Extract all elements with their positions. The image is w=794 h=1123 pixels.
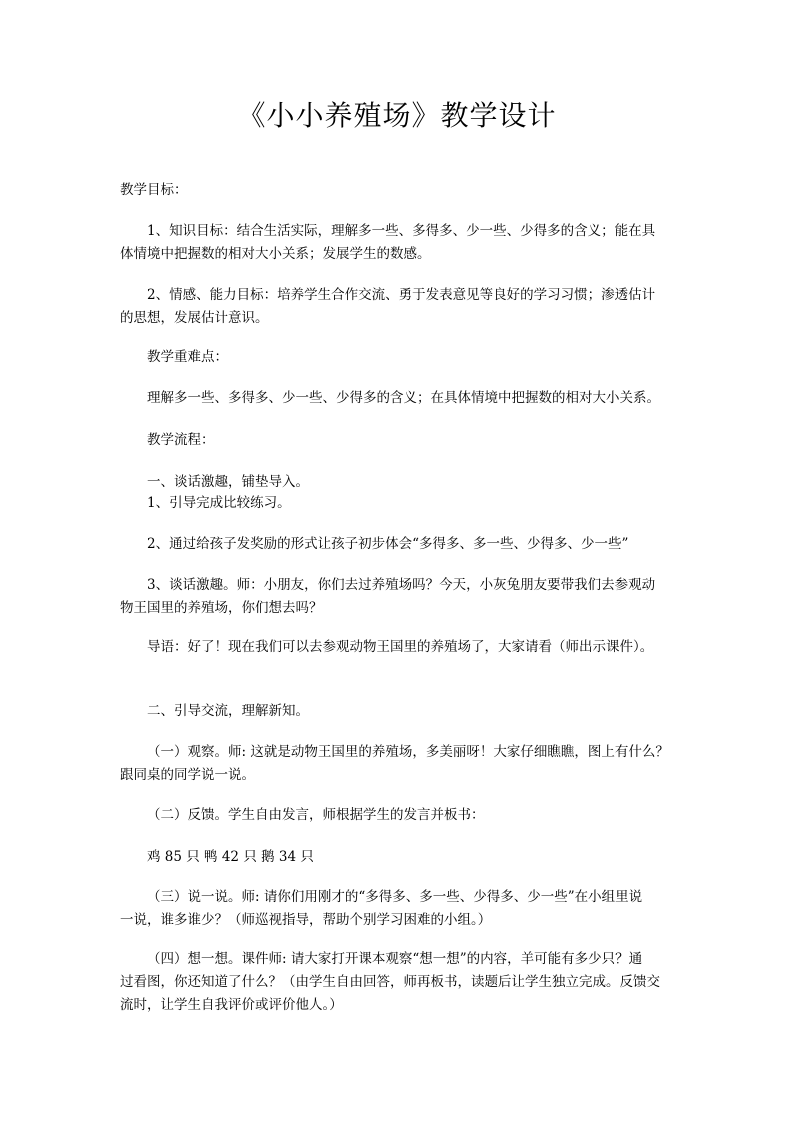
paragraph-line: 的思想，发展估计意识。: [120, 310, 269, 326]
paragraph-line: 1、引导完成比较练习。: [147, 495, 291, 511]
paragraph-line: 一说，谁多谁少？（师巡视指导，帮助个别学习困难的小组。）: [120, 912, 492, 928]
paragraph-line: （二）反馈。学生自由发言，师根据学生的发言并板书：: [147, 807, 485, 823]
paragraph-line: 物王国里的养殖场，你们想去吗？: [120, 600, 323, 616]
paragraph-line: 导语：好了！现在我们可以去参观动物王国里的养殖场了，大家请看（师出示课件）。: [147, 639, 654, 655]
paragraph-line: 过看图，你还知道了什么？（由学生自由回答，师再板书，读题后让学生独立完成。反馈交: [120, 974, 660, 990]
section-heading-objectives: 教学目标：: [120, 182, 188, 198]
paragraph-line: 跟同桌的同学说一说。: [120, 767, 255, 783]
paragraph-line: 理解多一些、多得多、少一些、少得多的含义；在具体情境中把握数的相对大小关系。: [147, 390, 660, 406]
paragraph-line: 2、情感、能力目标：培养学生合作交流、勇于发表意见等良好的学习习惯；渗透估计: [147, 287, 656, 303]
section-heading-process: 教学流程：: [147, 432, 215, 448]
paragraph-line: 3、谈话激趣。师：小朋友，你们去过养殖场吗？今天，小灰兔朋友要带我们去参观动: [147, 577, 656, 593]
paragraph-line: 流时，让学生自我评价或评价他人。）: [120, 997, 343, 1013]
section-heading-key-points: 教学重难点：: [147, 349, 228, 365]
paragraph-line: （三）说一说。师: 请你们用刚才的“多得多、多一些、少得多、少一些”在小组里说: [147, 889, 643, 905]
paragraph-line: （一）观察。师: 这就是动物王国里的养殖场，多美丽呀！大家仔细瞧瞧，图上有什么？: [147, 744, 669, 760]
paragraph-line: 1、知识目标：结合生活实际，理解多一些、多得多、少一些、少得多的含义；能在具: [147, 223, 656, 239]
paragraph-line: 一、谈话激趣，铺垫导入。: [147, 474, 309, 490]
document-title: 《小小养殖场》教学设计: [237, 99, 557, 132]
paragraph-line: 2、通过给孩子发奖励的形式让孩子初步体会“多得多、多一些、少得多、少一些”: [147, 536, 629, 552]
section-heading-part-two: 二、引导交流，理解新知。: [147, 703, 309, 719]
paragraph-line: 鸡 85 只 鸭 42 只 鹅 34 只: [147, 849, 314, 865]
paragraph-line: （四）想一想。课件师: 请大家打开课本观察“想一想”的内容，羊可能有多少只？通: [147, 951, 643, 967]
paragraph-line: 体情境中把握数的相对大小关系；发展学生的数感。: [120, 246, 431, 262]
